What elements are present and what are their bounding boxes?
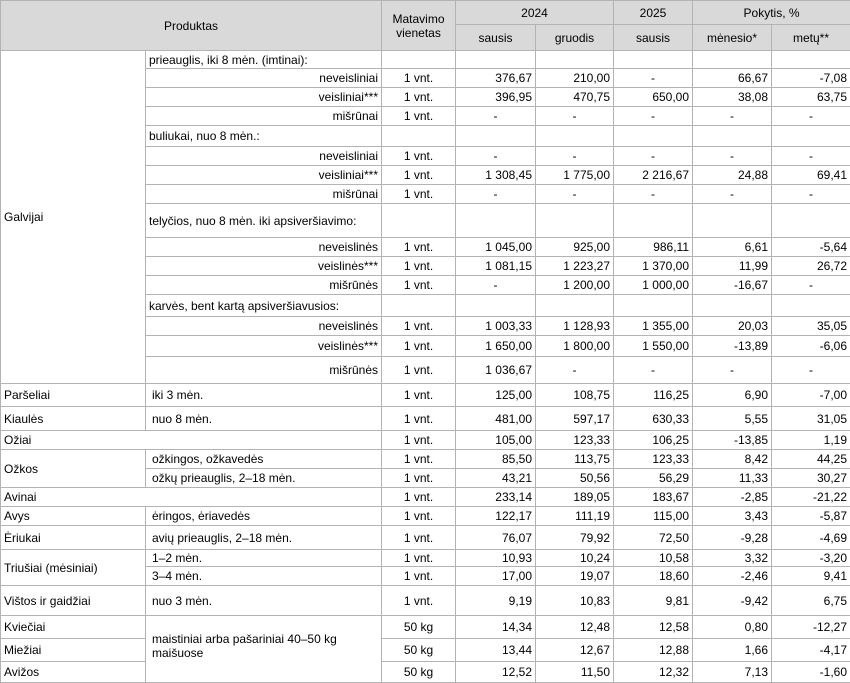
value-cell: 12,88 [614,639,693,662]
value-cell: 43,21 [456,469,536,488]
row-name: neveislinės [146,238,382,257]
value-cell: 108,75 [536,384,614,407]
value-cell: -4,69 [772,526,850,550]
value-cell: 1 003,33 [456,317,536,336]
value-cell: 20,03 [693,317,772,336]
header-matavimo: Matavimo vienetas [382,1,456,51]
table-row [1,586,850,616]
value-cell: 12,67 [536,639,614,662]
value-cell: 24,88 [693,166,772,185]
value-cell: 1 800,00 [536,336,614,357]
value-cell: 1 650,00 [456,336,536,357]
value-cell: -13,89 [693,336,772,357]
unit-cell: 1 vnt. [382,567,456,586]
value-cell: - [614,357,693,384]
unit-cell: 1 vnt. [382,88,456,107]
value-cell: 85,50 [456,450,536,469]
unit-cell: 50 kg [382,616,456,639]
table-row [1,550,850,567]
header-2024: 2024 [456,1,614,25]
value-cell: 116,25 [614,384,693,407]
value-cell: 19,07 [536,567,614,586]
value-cell: 44,25 [772,450,850,469]
unit-cell: 1 vnt. [382,586,456,616]
row-name: mišrūnai [146,107,382,126]
value-cell: -1,60 [772,662,850,683]
value-cell: 5,55 [693,407,772,431]
value-cell: 56,29 [614,469,693,488]
row-sub: avių prieauglis, 2–18 mėn. [146,526,382,550]
value-cell: 10,83 [536,586,614,616]
value-cell: 189,05 [536,488,614,507]
unit-cell: 1 vnt. [382,317,456,336]
row-name: mišrūnės [146,276,382,295]
value-cell: - [772,185,850,204]
value-cell: - [772,107,850,126]
value-cell: 11,50 [536,662,614,683]
header-pokytis: Pokytis, % [693,1,850,25]
unit-cell: 1 vnt. [382,336,456,357]
value-cell: -5,64 [772,238,850,257]
value-cell: 9,41 [772,567,850,586]
header-produktas: Produktas [1,1,382,51]
row-name: veislinės*** [146,257,382,276]
header-sausis: sausis [456,25,536,51]
value-cell: -13,85 [693,431,772,450]
value-cell: -21,22 [772,488,850,507]
group-label: Ėriukai [1,526,146,550]
header-metu: metų** [772,25,850,51]
row-sub: ožkingos, ožkavedės [146,450,382,469]
value-cell: - [772,147,850,166]
value-cell: -9,42 [693,586,772,616]
value-cell: - [536,147,614,166]
value-cell: 1,66 [693,639,772,662]
row-name: veisliniai*** [146,166,382,185]
value-cell: 106,25 [614,431,693,450]
unit-cell: 1 vnt. [382,469,456,488]
value-cell: 12,58 [614,616,693,639]
group-label: Avinai [1,488,382,507]
value-cell: 111,19 [536,507,614,526]
value-cell: 1 200,00 [536,276,614,295]
value-cell: - [614,69,693,88]
value-cell: 210,00 [536,69,614,88]
group-label: Avys [1,507,146,526]
unit-cell: 1 vnt. [382,357,456,384]
unit-cell: 50 kg [382,662,456,683]
header-2025: 2025 [614,1,693,25]
section-title: karvės, bent kartą apsiveršiavusios: [146,295,382,317]
value-cell: 1 370,00 [614,257,693,276]
table-row [1,616,850,639]
header-menesio: mėnesio* [693,25,772,51]
group-label: Paršeliai [1,384,146,407]
unit-cell: 1 vnt. [382,526,456,550]
value-cell: - [614,185,693,204]
value-cell: 12,52 [456,662,536,683]
value-cell: 76,07 [456,526,536,550]
table-row [1,639,850,662]
unit-cell: 1 vnt. [382,550,456,567]
unit-cell: 1 vnt. [382,166,456,185]
value-cell: - [536,357,614,384]
value-cell: 11,99 [693,257,772,276]
value-cell: 630,33 [614,407,693,431]
value-cell: -9,28 [693,526,772,550]
value-cell: 376,67 [456,69,536,88]
header-sausis-2025: sausis [614,25,693,51]
value-cell: 14,34 [456,616,536,639]
group-label: Ožkos [1,450,146,488]
value-cell: 1 355,00 [614,317,693,336]
table-row [1,662,850,683]
group-label: Avižos [1,662,146,683]
table-row [1,488,850,507]
value-cell: 123,33 [614,450,693,469]
value-cell: 3,43 [693,507,772,526]
value-cell: 597,17 [536,407,614,431]
value-cell: 38,08 [693,88,772,107]
value-cell: 30,27 [772,469,850,488]
value-cell: 1 000,00 [614,276,693,295]
value-cell: 79,92 [536,526,614,550]
unit-cell: 1 vnt. [382,107,456,126]
row-sub: nuo 8 mėn. [146,407,382,431]
value-cell: 26,72 [772,257,850,276]
row-name: neveisliniai [146,147,382,166]
table-row [1,507,850,526]
value-cell: 35,05 [772,317,850,336]
header-gruodis: gruodis [536,25,614,51]
value-cell: 9,19 [456,586,536,616]
value-cell: -16,67 [693,276,772,295]
value-cell: 123,33 [536,431,614,450]
table-row [1,431,850,450]
value-cell: - [614,147,693,166]
value-cell: 6,90 [693,384,772,407]
value-cell: 1 045,00 [456,238,536,257]
row-name: neveislinės [146,317,382,336]
value-cell: - [456,147,536,166]
unit-cell: 1 vnt. [382,238,456,257]
value-cell: - [693,147,772,166]
value-cell: 6,61 [693,238,772,257]
section-title: buliukai, nuo 8 mėn.: [146,126,382,147]
row-sub: ėringos, ėriavedės [146,507,382,526]
value-cell: - [693,107,772,126]
unit-cell: 1 vnt. [382,276,456,295]
row-sub: iki 3 mėn. [146,384,382,407]
row-sub: 3–4 mėn. [146,567,382,586]
unit-cell: 1 vnt. [382,450,456,469]
value-cell: 115,00 [614,507,693,526]
unit-cell: 1 vnt. [382,431,456,450]
value-cell: 13,44 [456,639,536,662]
unit-cell: 50 kg [382,639,456,662]
unit-cell: 1 vnt. [382,257,456,276]
value-cell: - [536,185,614,204]
table-row [1,407,850,431]
section-title: prieauglis, iki 8 mėn. (imtinai): [146,51,382,69]
value-cell: - [772,276,850,295]
value-cell: - [614,107,693,126]
value-cell: 122,17 [456,507,536,526]
table-row [1,450,850,469]
row-sub: nuo 3 mėn. [146,586,382,616]
value-cell: 113,75 [536,450,614,469]
group-label: Triušiai (mėsiniai) [1,550,146,586]
unit-cell: 1 vnt. [382,488,456,507]
value-cell: 10,24 [536,550,614,567]
group-label: Ožiai [1,431,382,450]
value-cell: -3,20 [772,550,850,567]
value-cell: - [456,107,536,126]
value-cell: 63,75 [772,88,850,107]
value-cell: -2,85 [693,488,772,507]
group-label: Kviečiai [1,616,146,639]
value-cell: - [693,357,772,384]
value-cell: 10,58 [614,550,693,567]
unit-cell: 1 vnt. [382,69,456,88]
value-cell: 8,42 [693,450,772,469]
value-cell: 6,75 [772,586,850,616]
group-label: Kiaulės [1,407,146,431]
unit-cell: 1 vnt. [382,147,456,166]
unit-cell: 1 vnt. [382,507,456,526]
value-cell: 650,00 [614,88,693,107]
value-cell: - [693,185,772,204]
value-cell: 7,13 [693,662,772,683]
value-cell: 986,11 [614,238,693,257]
value-cell: 18,60 [614,567,693,586]
value-cell: 1 550,00 [614,336,693,357]
value-cell: 66,67 [693,69,772,88]
value-cell: 72,50 [614,526,693,550]
row-sub: ožkų prieauglis, 2–18 mėn. [146,469,382,488]
value-cell: 1 308,45 [456,166,536,185]
value-cell: 1 775,00 [536,166,614,185]
value-cell: 17,00 [456,567,536,586]
table-row [1,526,850,550]
value-cell: 1 223,27 [536,257,614,276]
table-row [1,384,850,407]
value-cell: -4,17 [772,639,850,662]
unit-cell: 1 vnt. [382,185,456,204]
row-name: veisliniai*** [146,88,382,107]
value-cell: -12,27 [772,616,850,639]
group-label: Vištos ir gaidžiai [1,586,146,616]
value-cell: 925,00 [536,238,614,257]
unit-cell: 1 vnt. [382,407,456,431]
value-cell: -6,06 [772,336,850,357]
value-cell: - [456,185,536,204]
value-cell: 2 216,67 [614,166,693,185]
unit-cell: 1 vnt. [382,384,456,407]
value-cell: 31,05 [772,407,850,431]
value-cell: 0,80 [693,616,772,639]
value-cell: 69,41 [772,166,850,185]
value-cell: 396,95 [456,88,536,107]
value-cell: 125,00 [456,384,536,407]
value-cell: 481,00 [456,407,536,431]
value-cell: 233,14 [456,488,536,507]
value-cell: 10,93 [456,550,536,567]
value-cell: -7,08 [772,69,850,88]
value-cell: 9,81 [614,586,693,616]
value-cell: 50,56 [536,469,614,488]
group-label: Galvijai [1,51,146,384]
value-cell: 12,48 [536,616,614,639]
value-cell: 1 036,67 [456,357,536,384]
value-cell: -5,87 [772,507,850,526]
row-name: mišrūnai [146,185,382,204]
value-cell: - [456,276,536,295]
value-cell: 1 081,15 [456,257,536,276]
row-sub: 1–2 mėn. [146,550,382,567]
value-cell: 3,32 [693,550,772,567]
value-cell: 12,32 [614,662,693,683]
value-cell: 470,75 [536,88,614,107]
value-cell: 1,19 [772,431,850,450]
value-cell: -2,46 [693,567,772,586]
row-name: veislinės*** [146,336,382,357]
value-cell: 11,33 [693,469,772,488]
header-row-1 [1,1,850,25]
table-row [1,51,850,69]
row-sub: maistiniai arba pašariniai 40–50 kg maišuose [146,616,382,683]
value-cell: - [536,107,614,126]
section-title: telyčios, nuo 8 mėn. iki apsiveršiavimo: [146,204,382,238]
value-cell: 1 128,93 [536,317,614,336]
row-name: mišrūnės [146,357,382,384]
value-cell: -7,00 [772,384,850,407]
value-cell: - [772,357,850,384]
group-label: Miežiai [1,639,146,662]
value-cell: 183,67 [614,488,693,507]
value-cell: 105,00 [456,431,536,450]
row-name: neveisliniai [146,69,382,88]
